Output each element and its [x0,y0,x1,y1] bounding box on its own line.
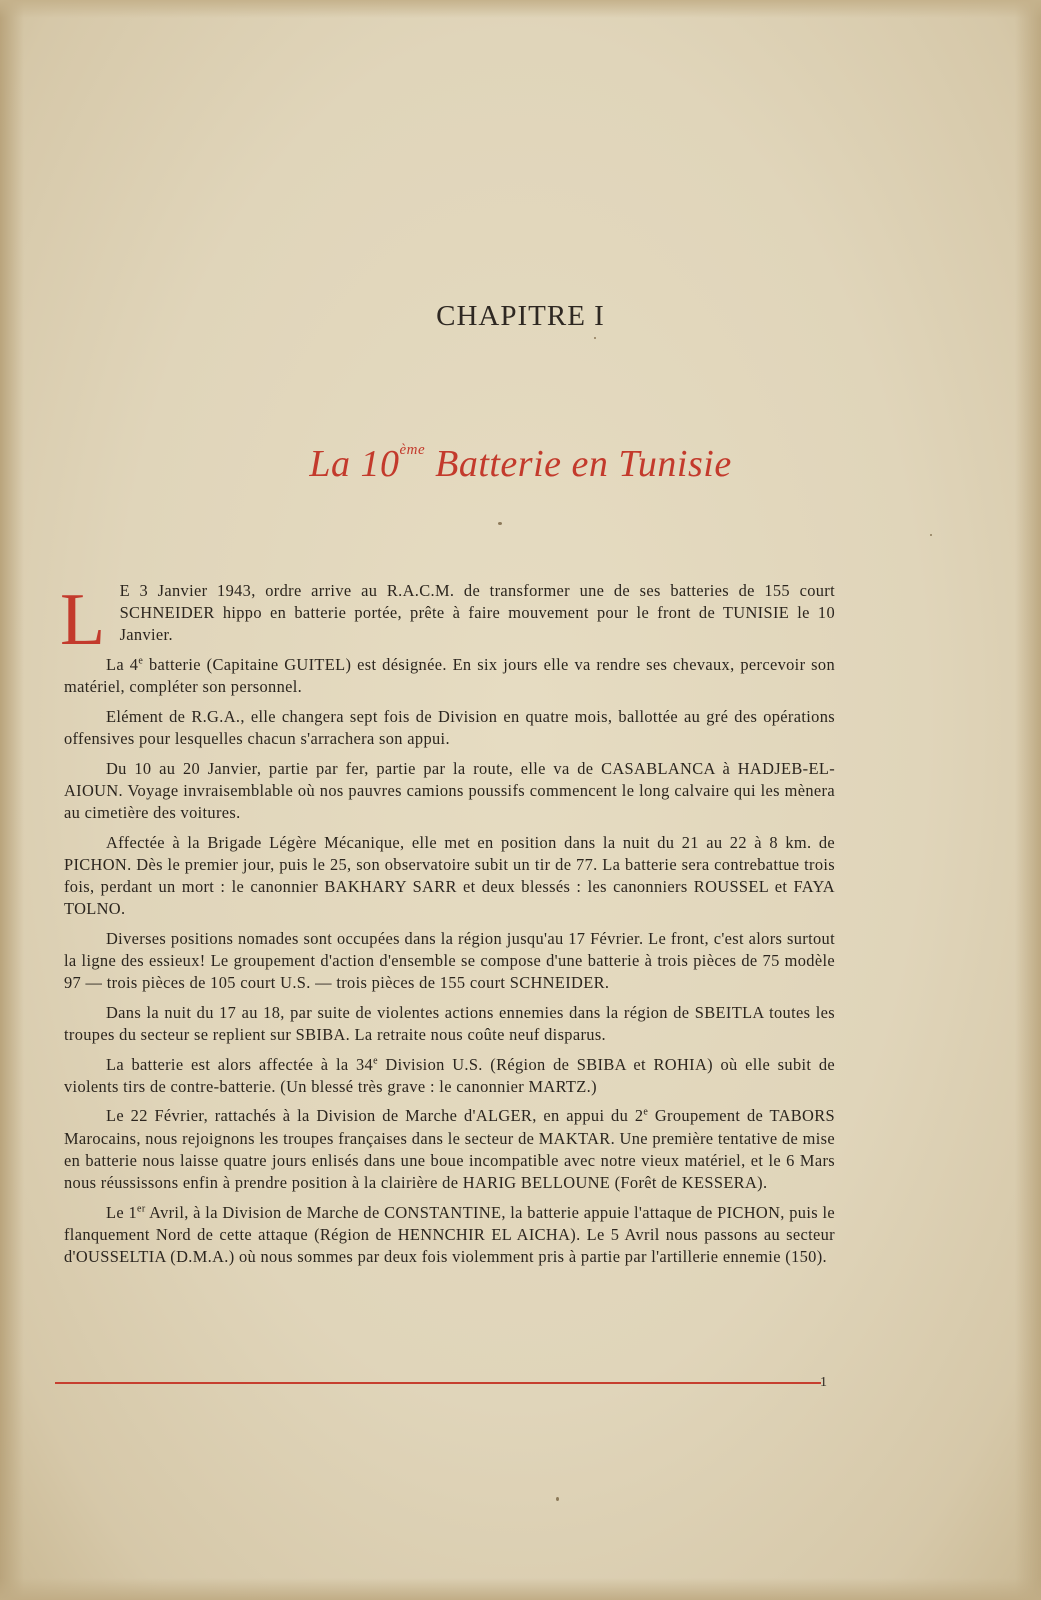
paragraph-7 [64,1002,835,1046]
paragraph-text: Dans la nuit du 17 au 18, par suite de violentes actions ennemies dans la région de SBEITLA toutes les troupes du secteur se replient sur SBIBA. La retraite nous coûte neuf disparus. [64,1002,835,1044]
paragraph-2 [64,654,835,698]
paragraph-text: Groupement de TABORS Marocains, nous rejoignons les troupes françaises dans le secteur de MAKTAR. Une première tentative de mise en batterie nous laisse quatre jours enlisés dans une boue incompatible avec notre vieux matériel, et le 6 Mars nous réussissons enfin à prendre position à la clairière de HARIG BELLOUNE (Forêt de KESSERA). [64,1106,835,1192]
chapter-title-part2: Batterie en Tunisie [425,443,732,485]
paragraph-5 [64,832,835,921]
paragraph-text: batterie (Capitaine GUITEL) est désignée. En six jours elle va rendre ses chevaux, percevoir son matériel, compléter son personnel. [64,655,835,697]
paper-speck [556,1497,559,1501]
paragraph-10 [64,1202,835,1269]
paper-speck [594,337,596,339]
page-number: 1 [820,1375,827,1390]
chapter-title-part1: La 10 [309,443,400,485]
paragraph-text: Le 22 Février, rattachés à la Division de Marche d'ALGER, en appui du 2 [106,1106,644,1126]
paragraph-text: Avril, à la Division de Marche de CONSTANTINE, la batterie appuie l'attaque de PICHON, puis le flanquement Nord de cette attaque (Région de HENNCHIR EL AICHA). Le 5 Avril nous passons au secteur d'OUSSELTIA (D.M.A.) où nous sommes par deux fois violemment pris à partie par l'artillerie ennemie (150). [64,1202,835,1266]
paragraph-text: E 3 Janvier 1943, ordre arrive au R.A.C.M. de transformer une de ses batteries de 155 court SCHNEIDER hippo en batterie portée, prête à faire mouvement pour le front de TUNISIE le 10 Janvier. [119,581,835,645]
body-text [60,579,835,1276]
page-edge-shadow-right [1015,0,1041,1600]
superscript: er [137,1203,146,1215]
paragraph-1 [60,579,835,661]
footer-rule [55,1382,821,1384]
page-edge-shadow-bottom [0,1578,1041,1600]
paragraph-3 [64,706,835,750]
paragraph-6 [64,928,835,995]
paragraph-text: Du 10 au 20 Janvier, partie par fer, partie par la route, elle va de CASABLANCA à HADJEB-EL-AIOUN. Voyage invraisemblable où nos pauvres camions poussifs commencent le long calvaire qui les mènera au cimetière des voitures. [64,758,835,822]
paragraph-text: Elément de R.G.A., elle changera sept fois de Division en quatre mois, ballottée au gré des opérations offensives pour lesquelles chacun s'arrachera son appui. [64,706,835,748]
paper-speck [930,534,932,536]
superscript: e [373,1055,378,1067]
page-edge-shadow-top [0,0,1041,18]
paragraph-8 [64,1054,835,1098]
paragraph-text: Affectée à la Brigade Légère Mécanique, elle met en position dans la nuit du 21 au 22 à 8 km. de PICHON. Dès le premier jour, puis le 25, son observatoire subit un tir de 77. La batterie sera contrebattue trois fois, perdant un mort : le canonnier BAKHARY SARR et deux blessés : les canonniers ROUSSEL et FAYA TOLNO. [64,832,835,919]
paragraph-text: Division U.S. (Région de SBIBA et ROHIA) où elle subit de violents tirs de contre-batterie. (Un blessé très grave : le canonnier MARTZ.) [64,1054,835,1096]
paragraph-text: La batterie est alors affectée à la 34 [106,1054,374,1074]
superscript: e [138,655,144,667]
chapter-title-superscript: ème [399,442,426,459]
drop-cap: L [60,579,106,661]
paragraph-text: Diverses positions nomades sont occupées dans la région jusqu'au 17 Février. Le front, c'est alors surtout la ligne des essieux! Le groupement d'action d'ensemble se compose d'une batterie à trois pièces de 75 modèle 97 — trois pièces de 105 court U.S. — trois pièces de 155 court SCHNEIDER. [64,928,835,993]
chapter-title [0,442,1041,486]
superscript: e [643,1106,649,1118]
paragraph-9 [64,1105,835,1194]
paragraph-text: La 4 [106,655,139,674]
paragraph-4 [64,758,835,825]
chapter-heading: CHAPITRE I [436,300,605,332]
paragraph-text: Le 1 [106,1202,138,1222]
paper-speck [498,522,502,525]
page-edge-shadow-left [0,0,24,1600]
